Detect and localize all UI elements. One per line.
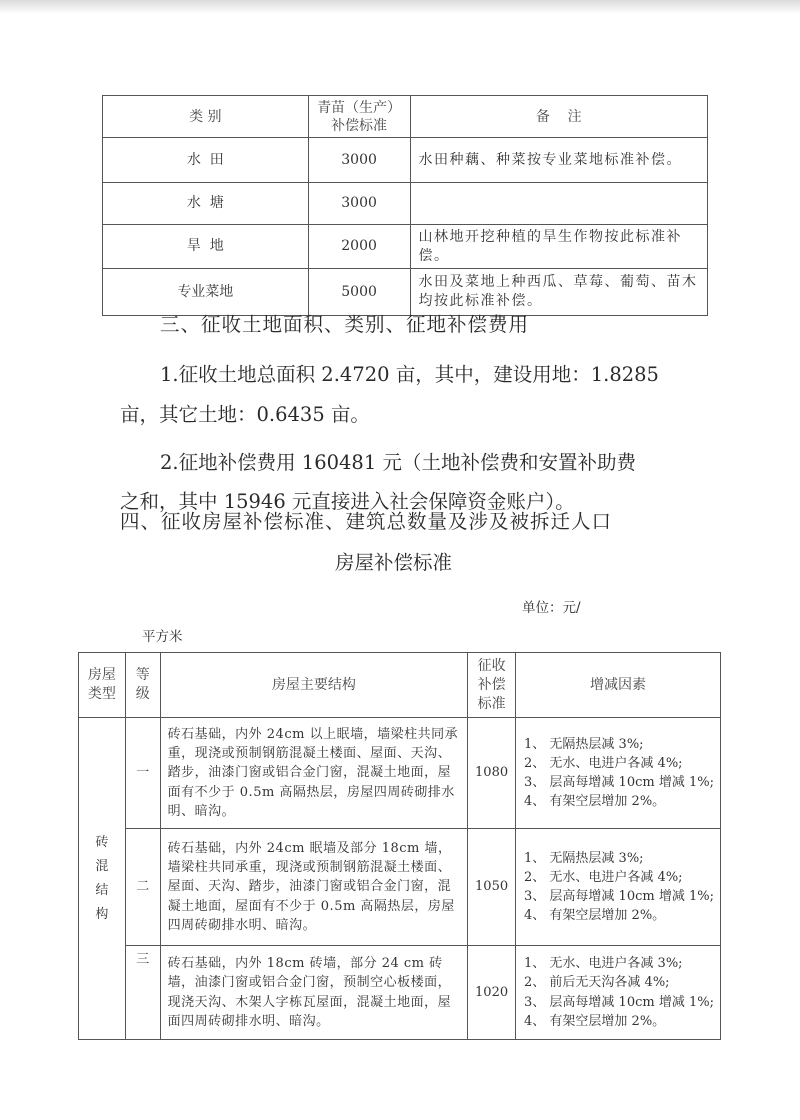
remarks-cell: 水田种藕、种菜按专业菜地标准补偿。 — [410, 138, 708, 183]
standard-cell: 2000 — [308, 225, 410, 269]
header-structure: 房屋主要结构 — [160, 653, 468, 718]
structure-cell: 砖石基础，内外 24cm 以上眠墙，墙梁柱共同承重，现浇或预制钢筋混凝土楼面、屋面、天沟、踏步，油漆门窗或铝合金门窗，混凝土地面，屋面有不少于 0.5m 高隔热层，房屋四周砖砌排水明、暗沟。 — [160, 718, 468, 829]
section-3-heading: 三、征收土地面积、类别、征地补偿费用 — [160, 313, 530, 336]
header-category — [103, 96, 309, 138]
category-cell: 专业菜地 — [103, 269, 309, 316]
remarks-cell: 水田及菜地上种西瓜、草莓、葡萄、苗木均按此标准补偿。 — [410, 269, 708, 316]
header-factors: 增减因素 — [516, 653, 721, 718]
header-remarks: 备 注 — [410, 96, 708, 138]
standard-cell: 5000 — [308, 269, 410, 316]
factor-item: 2、 无水、电进户各减 4%; — [524, 755, 683, 771]
standard-cell: 3000 — [308, 183, 410, 225]
house-type-text: 砖混结构 — [95, 834, 109, 922]
header-standard-line2: 补偿标准 — [331, 117, 388, 134]
standard-cell: 1050 — [468, 829, 516, 946]
compensation-paragraph-line2: 之和，其中 15946 元直接进入社会保障资金账户）。 — [120, 490, 575, 513]
remarks-cell: 山林地开挖种植的旱生作物按此标准补偿。 — [410, 225, 708, 269]
grade-cell: 一 — [125, 718, 160, 829]
house-table-title: 房屋补偿标准 — [335, 551, 453, 574]
category-cell: 水 塘 — [103, 183, 309, 225]
grade-cell: 三 — [125, 946, 160, 1040]
header-grade-text: 等级 — [135, 667, 150, 702]
factor-item: 1、 无隔热层减 3%; — [524, 736, 644, 752]
standard-cell: 1020 — [468, 946, 516, 1040]
header-standard-line1: 青苗（生产） — [317, 99, 402, 116]
factor-item: 3、 层高每增减 10cm 增减 1%; — [524, 889, 714, 904]
standard-cell: 1080 — [468, 718, 516, 829]
table-header-row — [79, 653, 721, 718]
unit-label-continued: 平方米 — [142, 629, 183, 645]
remarks-cell — [410, 183, 708, 225]
header-standard — [468, 653, 516, 718]
land-area-paragraph-line2: 亩，其它土地：0.6435 亩。 — [120, 403, 370, 426]
crop-compensation-table — [102, 95, 708, 316]
factor-item: 3、 层高每增减 10cm 增减 1%; — [524, 994, 714, 1010]
factors-cell — [516, 946, 721, 1040]
land-area-paragraph-line1: 1.征收土地总面积 2.4720 亩，其中，建设用地：1.8285 — [160, 363, 659, 386]
table-row — [103, 225, 708, 269]
factor-item: 3、 层高每增减 10cm 增减 1%; — [524, 775, 714, 790]
factors-cell — [516, 829, 721, 946]
standard-cell: 3000 — [308, 138, 410, 183]
factor-item: 1、 无隔热层减 3%; — [524, 850, 644, 866]
header-standard-text: 征收补偿标准 — [477, 657, 506, 712]
structure-cell: 砖石基础，内外 18cm 砖墙，部分 24 cm 砖墙，油漆门窗或铝合金门窗，预制空心板楼面，现浇天沟、木架人字栋瓦屋面，混凝土地面，屋面四周砖砌排水明、暗沟。 — [160, 946, 468, 1040]
house-type-cell — [79, 718, 126, 1040]
table-row — [103, 269, 708, 316]
header-grade — [125, 653, 160, 718]
unit-label: 单位：元/ — [522, 600, 581, 616]
header-standard — [308, 96, 410, 138]
table-header-row — [103, 96, 708, 138]
category-cell: 旱 地 — [103, 225, 309, 269]
category-cell: 水 田 — [103, 138, 309, 183]
house-compensation-table — [78, 652, 721, 1040]
header-house-type-text: 房屋类型 — [87, 667, 116, 702]
table-row — [79, 829, 721, 946]
header-category-text: 类 别 — [189, 108, 222, 125]
scan-edge-shadow — [0, 0, 800, 14]
header-house-type — [79, 653, 126, 718]
factor-item: 2、 无水、电进户各减 4%; — [524, 869, 683, 885]
factor-item: 4、 有架空层增加 2%。 — [524, 1013, 666, 1029]
structure-cell: 砖石基础，内外 24cm 眠墙及部分 18cm 墙，墙梁柱共同承重，现浇或预制钢筋混凝土楼面、屋面、天沟、踏步，油漆门窗或铝合金门窗，混凝土地面，屋面有不少于 0.5m 高隔热层，房屋四周砖砌排水明、暗沟。 — [160, 829, 468, 946]
factor-item: 1、 无水、电进户各减 3%; — [524, 956, 683, 972]
factor-item: 2、 前后无天沟各减 4%; — [524, 975, 670, 991]
table-row — [79, 946, 721, 1040]
factors-cell — [516, 718, 721, 829]
section-4-heading: 四、征收房屋补偿标准、建筑总数量及涉及被拆迁人口 — [120, 510, 613, 533]
table-row — [79, 718, 721, 829]
compensation-paragraph-line1: 2.征地补偿费用 160481 元（土地补偿费和安置补助费 — [160, 451, 636, 474]
table-row — [103, 183, 708, 225]
table-row — [103, 138, 708, 183]
grade-cell: 二 — [125, 829, 160, 946]
factor-item: 4、 有架空层增加 2%。 — [524, 794, 666, 810]
factor-item: 4、 有架空层增加 2%。 — [524, 908, 666, 924]
